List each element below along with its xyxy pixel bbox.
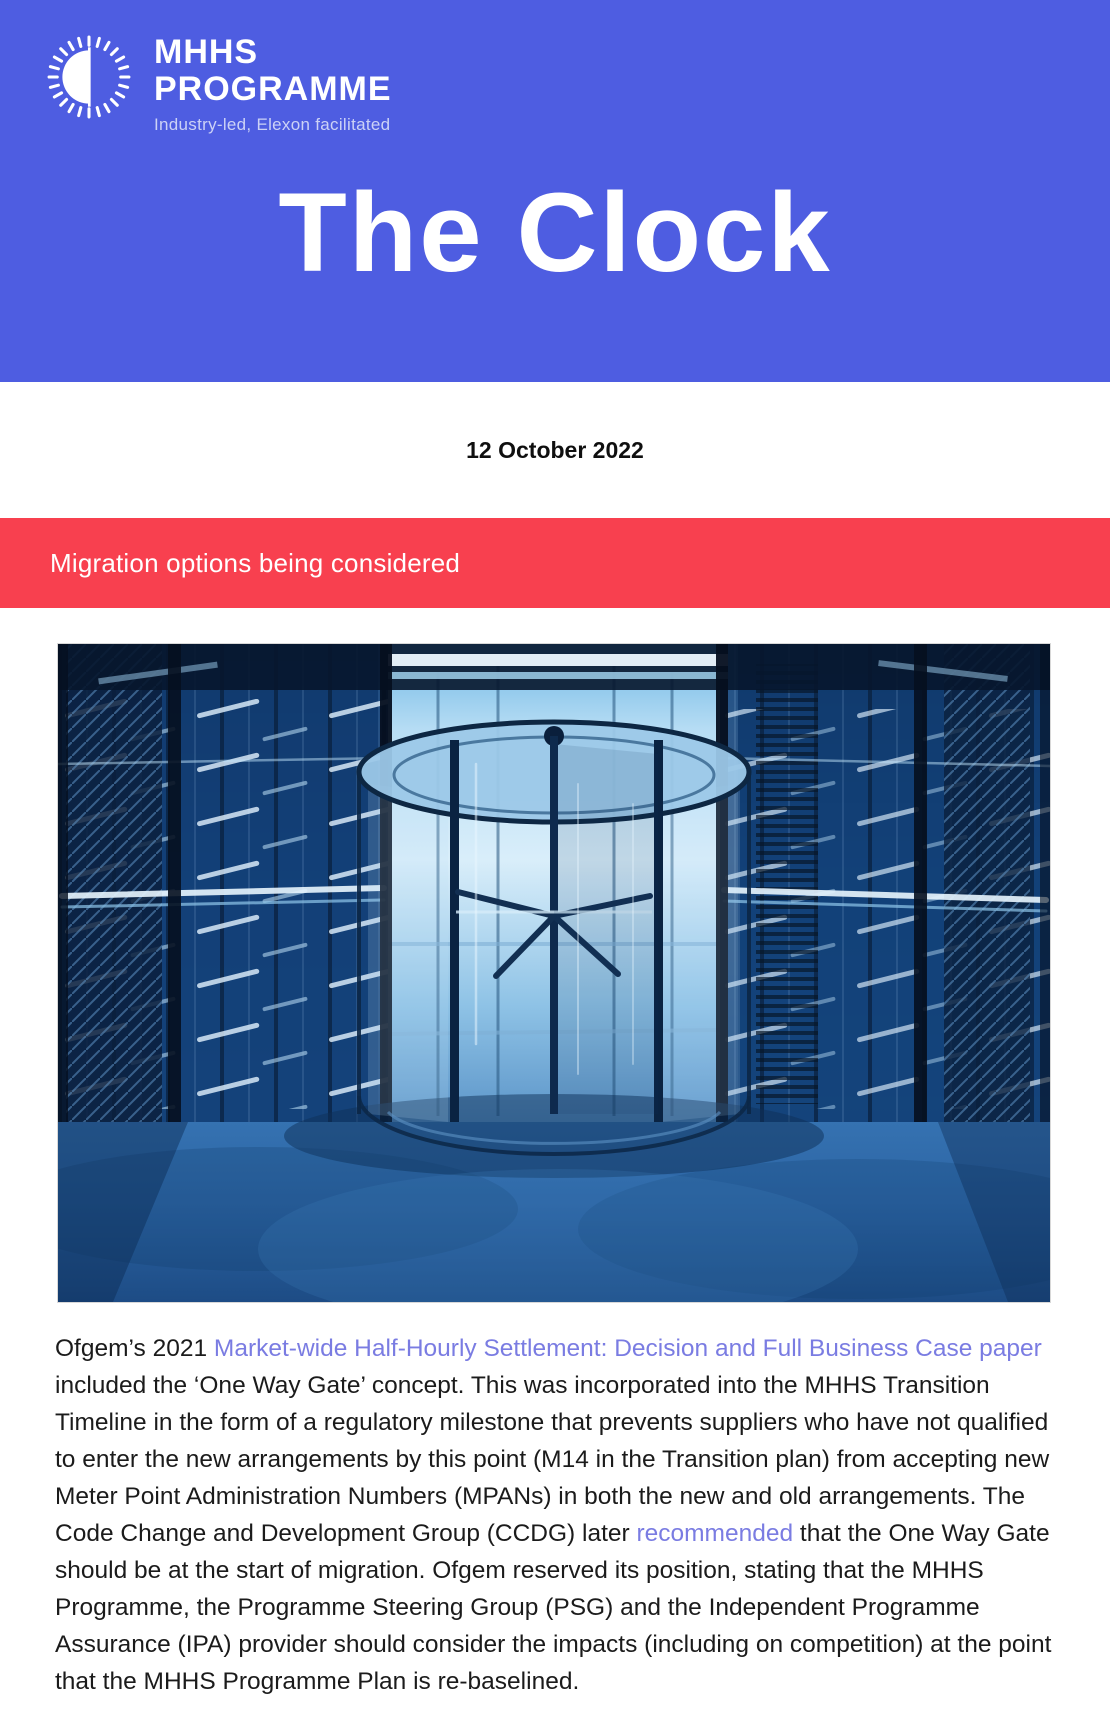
date-strip <box>0 382 1110 518</box>
brand-block <box>154 34 392 135</box>
article-text: that the One Way Gate should be at the start of migration. Ofgem reserved its position, stating that the MHHS Programme, the Programme Steering Group (PSG) and the Independent Programme Assurance (IPA) provider should consider the impacts (including on competition) at the point that the MHHS Programme Plan is re-baselined. <box>55 1520 1052 1695</box>
issue-date: 12 October 2022 <box>466 436 644 463</box>
recommended-link[interactable]: recommended <box>636 1520 794 1547</box>
newsletter-title: The Clock <box>278 170 832 295</box>
topic-banner-text: Migration options being considered <box>50 547 461 578</box>
brand-name-line2: PROGRAMME <box>154 70 392 108</box>
article-text: Ofgem’s 2021 <box>55 1335 214 1362</box>
hero-section <box>0 608 1110 1303</box>
revolving-door-photo <box>57 643 1051 1303</box>
topic-banner <box>0 518 1110 608</box>
article-text: included the ‘One Way Gate’ concept. This was incorporated into the MHHS Transition Timeline in the form of a regulatory milestone that prevents suppliers who have not qualified to enter the new arrangements by this point (M14 in the Transition plan) from accepting new Meter Point Administration Numbers (MPANs) in both the new and old arrangements. The Code Change and Development Group (CCDG) later <box>55 1372 1050 1547</box>
logo-row <box>0 0 1110 135</box>
business-case-paper-link[interactable]: Market-wide Half-Hourly Settlement: Decision and Full Business Case paper <box>213 1335 1042 1362</box>
masthead <box>0 0 1110 382</box>
half-clock-sun-icon <box>46 34 132 120</box>
brand-tagline: Industry-led, Elexon facilitated <box>154 115 391 134</box>
brand-name-line1: MHHS <box>154 33 259 71</box>
article-paragraph <box>55 1330 1057 1700</box>
